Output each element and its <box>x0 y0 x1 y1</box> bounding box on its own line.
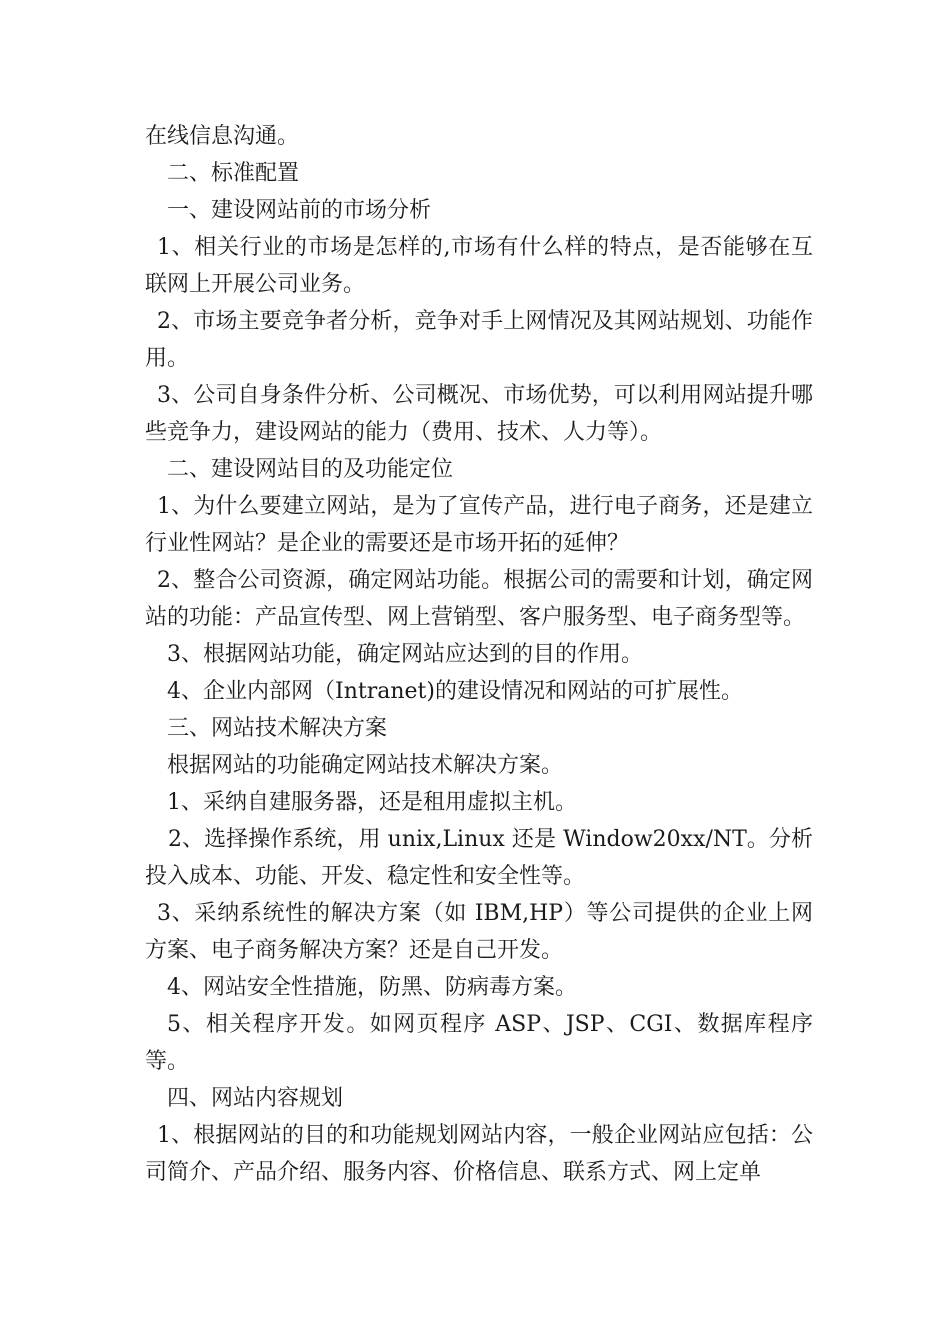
list-item: 3、公司自身条件分析、公司概况、市场优势，可以利用网站提升哪些竞争力，建设网站的能力（费用、技术、人力等）。 <box>145 383 813 445</box>
list-item: 4、企业内部网（Intranet)的建设情况和网站的可扩展性。 <box>167 679 743 704</box>
list-item: 3、根据网站功能，确定网站应达到的目的作用。 <box>167 642 643 667</box>
document-body <box>145 118 813 1191</box>
list-item: 4、网站安全性措施，防黑、防病毒方案。 <box>167 975 577 1000</box>
section-heading-market-analysis: 一、建设网站前的市场分析 <box>167 198 432 223</box>
section-heading-content-planning: 四、网站内容规划 <box>167 1086 344 1111</box>
list-item: 5、相关程序开发。如网页程序 ASP、JSP、CGI、数据库程序等。 <box>145 1012 813 1074</box>
list-item: 1、采纳自建服务器，还是租用虚拟主机。 <box>167 790 577 815</box>
list-item: 2、选择操作系统，用 unix,Linux 还是 Window20xx/NT。分析投入成本、功能、开发、稳定性和安全性等。 <box>145 827 813 889</box>
list-item: 1、为什么要建立网站，是为了宣传产品，进行电子商务，还是建立行业性网站？是企业的需要还是市场开拓的延伸？ <box>145 494 813 556</box>
paragraph-continuation: 在线信息沟通。 <box>145 124 300 149</box>
section-heading-standard-config: 二、标准配置 <box>167 161 300 186</box>
section-heading-tech-solution: 三、网站技术解决方案 <box>167 716 388 741</box>
list-item: 3、采纳系统性的解决方案（如 IBM,HP）等公司提供的企业上网方案、电子商务解决方案？还是自己开发。 <box>145 901 813 963</box>
section-heading-site-purpose: 二、建设网站目的及功能定位 <box>167 457 454 482</box>
paragraph: 根据网站的功能确定网站技术解决方案。 <box>167 753 564 778</box>
list-item: 1、根据网站的目的和功能规划网站内容，一般企业网站应包括：公司简介、产品介绍、服务内容、价格信息、联系方式、网上定单 <box>145 1123 813 1185</box>
list-item: 1、相关行业的市场是怎样的,市场有什么样的特点，是否能够在互联网上开展公司业务。 <box>145 235 813 297</box>
list-item: 2、整合公司资源，确定网站功能。根据公司的需要和计划，确定网站的功能：产品宣传型、网上营销型、客户服务型、电子商务型等。 <box>145 568 813 630</box>
list-item: 2、市场主要竞争者分析，竞争对手上网情况及其网站规划、功能作用。 <box>145 309 813 371</box>
